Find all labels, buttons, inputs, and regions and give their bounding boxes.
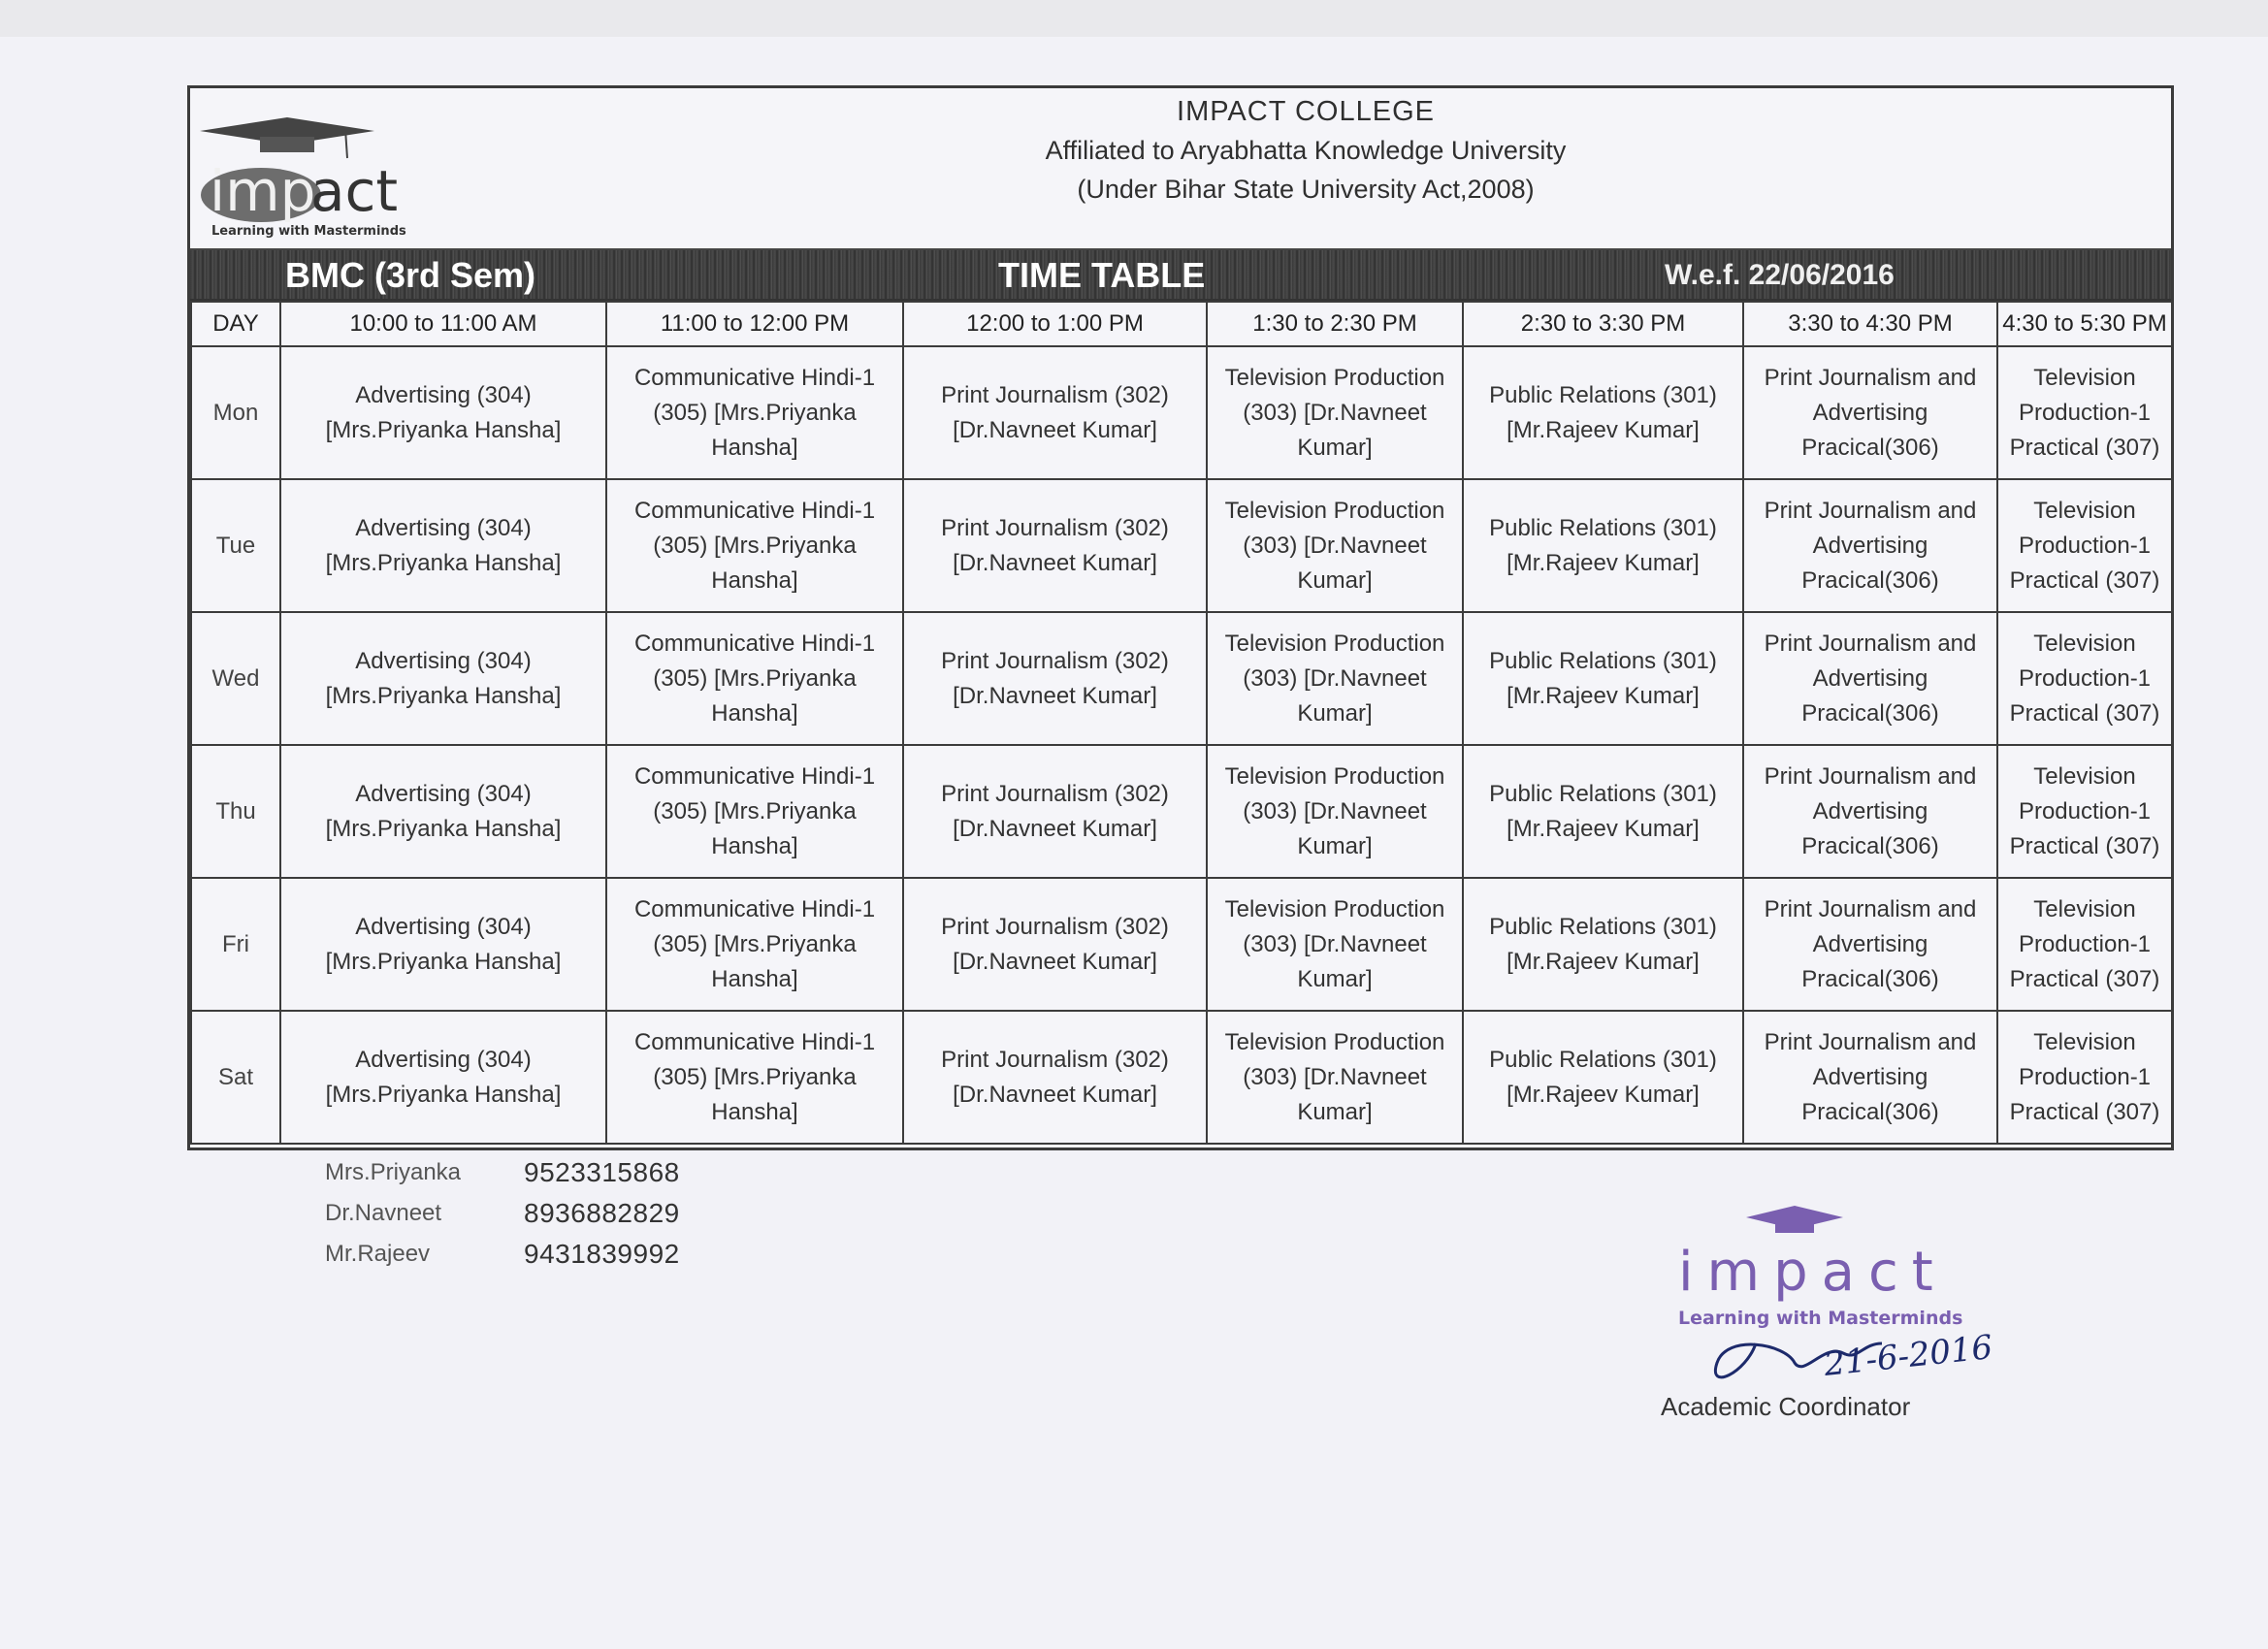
- table-cell: Advertising (304) [Mrs.Priyanka Hansha]: [280, 479, 606, 612]
- logo-tagline: Learning with Masterminds: [211, 224, 406, 239]
- table-cell: Advertising (304) [Mrs.Priyanka Hansha]: [280, 745, 606, 878]
- table-cell: Communicative Hindi-1 (305) [Mrs.Priyanka Hansha]: [606, 346, 903, 479]
- table-cell: Public Relations (301) [Mr.Rajeev Kumar]: [1463, 1011, 1743, 1144]
- college-info: [1044, 92, 1568, 209]
- contact-name: Mrs.Priyanka: [325, 1159, 462, 1185]
- table-cell: Advertising (304) [Mrs.Priyanka Hansha]: [280, 1011, 606, 1144]
- table-cell: Television Production-1 Practical (307): [1997, 878, 2172, 1011]
- stamp-text: impact: [1678, 1241, 1947, 1304]
- day-cell: Tue: [191, 479, 280, 612]
- column-header: 1:30 to 2:30 PM: [1207, 302, 1463, 346]
- college-name: IMPACT COLLEGE: [1177, 96, 1435, 127]
- contact-phone: 8936882829: [524, 1198, 680, 1228]
- table-cell: Print Journalism (302) [Dr.Navneet Kumar]: [903, 479, 1207, 612]
- day-cell: Thu: [191, 745, 280, 878]
- contact-row: [325, 1193, 713, 1234]
- table-cell: Print Journalism and Advertising Pracical(306): [1743, 878, 1997, 1011]
- table-cell: Print Journalism and Advertising Pracical(306): [1743, 745, 1997, 878]
- table-cell: Print Journalism (302) [Dr.Navneet Kumar]: [903, 745, 1207, 878]
- table-cell: Print Journalism and Advertising Pracical(306): [1743, 346, 1997, 479]
- table-cell: Print Journalism and Advertising Pracical(306): [1743, 612, 1997, 745]
- contact-row: [325, 1234, 713, 1275]
- day-cell: Mon: [191, 346, 280, 479]
- table-cell: Communicative Hindi-1 (305) [Mrs.Priyanka Hansha]: [606, 479, 903, 612]
- contact-phone: 9523315868: [524, 1157, 680, 1187]
- table-cell: Television Production (303) [Dr.Navneet Kumar]: [1207, 346, 1463, 479]
- table-cell: Print Journalism (302) [Dr.Navneet Kumar]: [903, 346, 1207, 479]
- column-header: 2:30 to 3:30 PM: [1463, 302, 1743, 346]
- table-cell: Advertising (304) [Mrs.Priyanka Hansha]: [280, 346, 606, 479]
- contact-phone: 9431839992: [524, 1239, 680, 1269]
- table-cell: Print Journalism and Advertising Pracical(306): [1743, 1011, 1997, 1144]
- table-cell: Communicative Hindi-1 (305) [Mrs.Priyanka Hansha]: [606, 745, 903, 878]
- table-cell: Print Journalism (302) [Dr.Navneet Kumar]: [903, 878, 1207, 1011]
- scan-top-edge: [0, 0, 2268, 37]
- table-row: [191, 878, 2172, 1011]
- day-cell: Sat: [191, 1011, 280, 1144]
- table-cell: Communicative Hindi-1 (305) [Mrs.Priyanka Hansha]: [606, 1011, 903, 1144]
- header: [190, 88, 2171, 250]
- day-cell: Wed: [191, 612, 280, 745]
- table-cell: Television Production-1 Practical (307): [1997, 479, 2172, 612]
- table-cell: Television Production-1 Practical (307): [1997, 612, 2172, 745]
- table-cell: Television Production-1 Practical (307): [1997, 346, 2172, 479]
- table-cell: Television Production (303) [Dr.Navneet Kumar]: [1207, 1011, 1463, 1144]
- college-affiliation: Affiliated to Aryabhatta Knowledge University: [1045, 136, 1567, 165]
- table-cell: Television Production (303) [Dr.Navneet Kumar]: [1207, 479, 1463, 612]
- table-row: [191, 745, 2172, 878]
- college-act: (Under Bihar State University Act,2008): [1077, 175, 1535, 204]
- column-header: 3:30 to 4:30 PM: [1743, 302, 1997, 346]
- table-cell: Public Relations (301) [Mr.Rajeev Kumar]: [1463, 745, 1743, 878]
- table-cell: Communicative Hindi-1 (305) [Mrs.Priyanka Hansha]: [606, 612, 903, 745]
- contact-row: [325, 1152, 713, 1193]
- logo-text-a: imp: [210, 158, 316, 224]
- column-header: 11:00 to 12:00 PM: [606, 302, 903, 346]
- signature-date: 21-6-2016: [1822, 1327, 1995, 1385]
- faculty-contacts: [325, 1152, 713, 1275]
- table-row: [191, 346, 2172, 479]
- college-logo: [200, 110, 462, 241]
- table-cell: Print Journalism (302) [Dr.Navneet Kumar]: [903, 612, 1207, 745]
- title-band: [190, 250, 2171, 301]
- course-label: BMC (3rd Sem): [285, 255, 536, 295]
- column-header: 12:00 to 1:00 PM: [903, 302, 1207, 346]
- table-cell: Public Relations (301) [Mr.Rajeev Kumar]: [1463, 346, 1743, 479]
- table-row: [191, 479, 2172, 612]
- table-row: [191, 1011, 2172, 1144]
- table-cell: Advertising (304) [Mrs.Priyanka Hansha]: [280, 878, 606, 1011]
- table-cell: Advertising (304) [Mrs.Priyanka Hansha]: [280, 612, 606, 745]
- table-row: [191, 612, 2172, 745]
- column-header: DAY: [191, 302, 280, 346]
- table-cell: Television Production (303) [Dr.Navneet Kumar]: [1207, 612, 1463, 745]
- column-header: 10:00 to 11:00 AM: [280, 302, 606, 346]
- logo-text-b: act: [310, 158, 399, 224]
- table-cell: Print Journalism and Advertising Pracical(306): [1743, 479, 1997, 612]
- table-cell: Communicative Hindi-1 (305) [Mrs.Priyanka Hansha]: [606, 878, 903, 1011]
- timetable-title: TIME TABLE: [998, 255, 1206, 295]
- header-row: [191, 302, 2172, 346]
- coordinator-title: Academic Coordinator: [1661, 1392, 1911, 1421]
- table-cell: Public Relations (301) [Mr.Rajeev Kumar]: [1463, 878, 1743, 1011]
- column-header: 4:30 to 5:30 PM: [1997, 302, 2172, 346]
- table-cell: Television Production (303) [Dr.Navneet Kumar]: [1207, 745, 1463, 878]
- table-cell: Public Relations (301) [Mr.Rajeev Kumar]: [1463, 479, 1743, 612]
- table-cell: Television Production (303) [Dr.Navneet Kumar]: [1207, 878, 1463, 1011]
- stamp-tagline: Learning with Masterminds: [1678, 1308, 1963, 1329]
- table-cell: Public Relations (301) [Mr.Rajeev Kumar]: [1463, 612, 1743, 745]
- effective-date: W.e.f. 22/06/2016: [1665, 259, 1895, 291]
- day-cell: Fri: [191, 878, 280, 1011]
- contact-name: Dr.Navneet: [325, 1200, 442, 1226]
- timetable: [190, 301, 2173, 1145]
- contact-name: Mr.Rajeev: [325, 1241, 431, 1267]
- timetable-sheet: [187, 85, 2174, 1150]
- table-cell: Print Journalism (302) [Dr.Navneet Kumar]: [903, 1011, 1207, 1144]
- table-cell: Television Production-1 Practical (307): [1997, 1011, 2172, 1144]
- table-cell: Television Production-1 Practical (307): [1997, 745, 2172, 878]
